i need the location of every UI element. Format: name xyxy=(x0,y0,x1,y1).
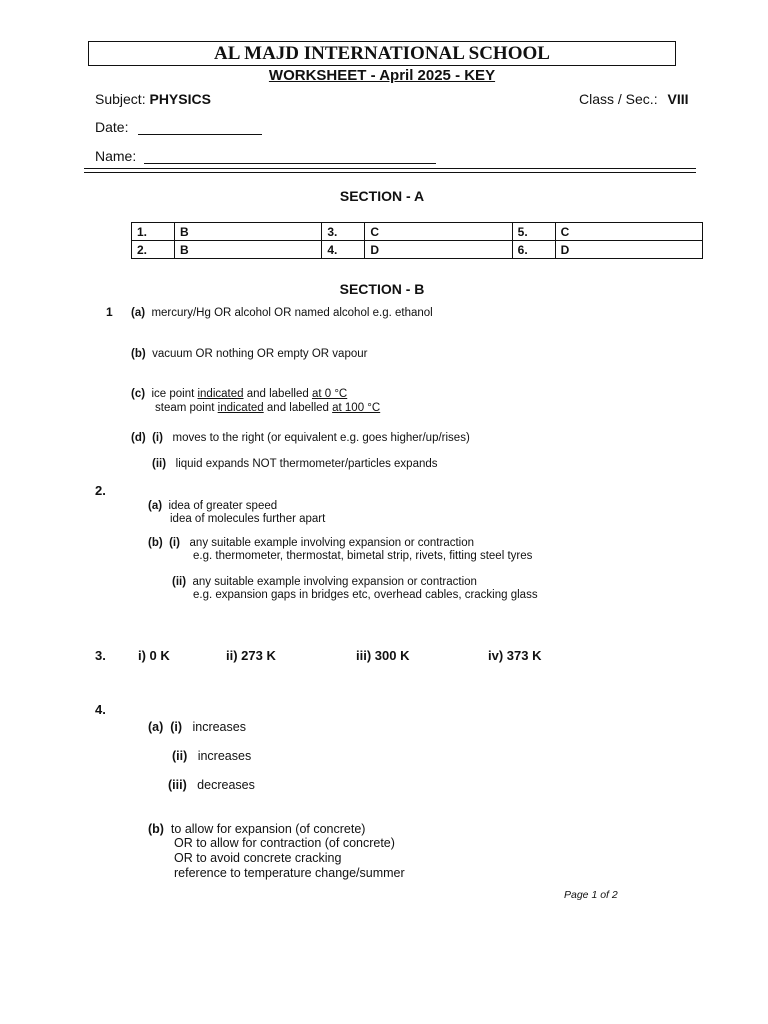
q4b-answer-line2: OR to allow for contraction (of concrete) xyxy=(174,836,395,850)
answer-text: decreases xyxy=(197,778,255,792)
question-number: 3. xyxy=(322,223,365,241)
subpart-label: (i) xyxy=(152,432,163,444)
school-name: AL MAJD INTERNATIONAL SCHOOL xyxy=(88,41,676,66)
name-label: Name: xyxy=(95,148,137,164)
answer-text-underlined: at 100 °C xyxy=(332,402,381,414)
subpart-label: (ii) xyxy=(172,749,188,763)
question-number: 1. xyxy=(132,223,175,241)
q2b-ii-answer xyxy=(172,575,477,589)
answer-text: any suitable example involving expansion or contraction xyxy=(192,576,477,588)
q3-answer-iv: iv) 373 K xyxy=(488,648,542,663)
question-number: 6. xyxy=(512,241,555,259)
subpart-label: (iii) xyxy=(168,778,187,792)
q4b-answer-line4: reference to temperature change/summer xyxy=(174,866,405,880)
header-rule-bottom xyxy=(84,172,696,173)
subpart-label: (i) xyxy=(170,720,183,734)
class-value: VIII xyxy=(667,91,689,107)
part-label: (d) xyxy=(131,432,146,444)
subject-line xyxy=(95,91,211,107)
subpart-label: (ii) xyxy=(172,576,187,588)
date-label: Date: xyxy=(95,119,129,135)
q1d-i-answer xyxy=(131,431,470,445)
q3-answer-iii: iii) 300 K xyxy=(356,648,410,663)
name-line xyxy=(95,148,436,164)
class-line xyxy=(579,91,689,107)
part-label: (a) xyxy=(131,307,146,319)
header-rule-top xyxy=(84,168,696,169)
name-blank xyxy=(144,149,436,164)
answer-cell: C xyxy=(555,223,702,241)
part-label: (b) xyxy=(131,348,146,360)
question-number: 4. xyxy=(322,241,365,259)
subject-label: Subject: xyxy=(95,91,146,107)
subpart-label: (i) xyxy=(169,537,180,549)
answer-text: and labelled xyxy=(263,402,333,414)
q2a-answer xyxy=(148,499,277,513)
answer-cell: B xyxy=(175,241,322,259)
q4b-answer xyxy=(148,822,365,837)
q2-number: 2. xyxy=(95,483,106,498)
question-number: 2. xyxy=(132,241,175,259)
q4a-ii-answer xyxy=(172,749,251,764)
answer-text: vacuum OR nothing OR empty OR vapour xyxy=(152,348,368,360)
q1a-answer xyxy=(131,306,433,320)
subject-value: PHYSICS xyxy=(149,91,211,107)
part-label: (c) xyxy=(131,388,146,400)
q1c-answer-line2 xyxy=(155,401,380,415)
q4a-iii-answer xyxy=(168,778,255,793)
answer-text: liquid expands NOT thermometer/particles expands xyxy=(175,458,438,470)
q4b-answer-line3: OR to avoid concrete cracking xyxy=(174,851,342,865)
part-label: (b) xyxy=(148,822,164,836)
q3-answer-ii: ii) 273 K xyxy=(226,648,276,663)
answer-cell: D xyxy=(365,241,512,259)
q1c-answer xyxy=(131,387,347,401)
section-b-title: SECTION - B xyxy=(339,281,425,297)
q4a-i-answer xyxy=(148,720,246,735)
date-blank xyxy=(138,120,262,135)
section-a-answer-table xyxy=(131,222,703,259)
date-line xyxy=(95,119,262,135)
answer-cell: D xyxy=(555,241,702,259)
part-label: (b) xyxy=(148,537,163,549)
answer-cell: B xyxy=(175,223,322,241)
subpart-label: (ii) xyxy=(152,458,167,470)
q2b-i-answer xyxy=(148,536,474,550)
answer-text: increases xyxy=(197,749,252,763)
answer-text: idea of greater speed xyxy=(168,500,278,512)
answer-text: moves to the right (or equivalent e.g. goes higher/up/rises) xyxy=(172,432,470,444)
answer-text: increases xyxy=(192,720,246,734)
worksheet-title: WORKSHEET - April 2025 - KEY xyxy=(268,67,496,84)
answer-text-underlined: indicated xyxy=(217,402,264,414)
question-number: 5. xyxy=(512,223,555,241)
q1b-answer xyxy=(131,347,367,361)
section-a-title: SECTION - A xyxy=(339,188,425,204)
q1-number: 1 xyxy=(106,305,113,319)
answer-text: to allow for expansion (of concrete) xyxy=(170,822,366,836)
page-number: Page 1 of 2 xyxy=(564,889,618,901)
q1d-ii-answer xyxy=(152,457,438,471)
q2a-answer-line2: idea of molecules further apart xyxy=(170,513,326,525)
q3-number: 3. xyxy=(95,648,106,663)
answer-text: steam point xyxy=(155,402,218,414)
answer-text: mercury/Hg OR alcohol OR named alcohol e.g. ethanol xyxy=(151,307,433,319)
q2b-ii-answer-line2: e.g. expansion gaps in bridges etc, overhead cables, cracking glass xyxy=(193,589,538,601)
answer-text: ice point xyxy=(151,388,198,400)
answer-text-underlined: at 0 °C xyxy=(311,388,348,400)
q3-answer-i: i) 0 K xyxy=(138,648,170,663)
part-label: (a) xyxy=(148,720,164,734)
answer-text: and labelled xyxy=(243,388,312,400)
table-row xyxy=(132,223,703,241)
answer-cell: C xyxy=(365,223,512,241)
answer-text: any suitable example involving expansion or contraction xyxy=(189,537,475,549)
part-label: (a) xyxy=(148,500,163,512)
table-row xyxy=(132,241,703,259)
class-label: Class / Sec.: xyxy=(579,91,658,107)
answer-text-underlined: indicated xyxy=(197,388,244,400)
q4-number: 4. xyxy=(95,702,106,717)
q2b-i-answer-line2: e.g. thermometer, thermostat, bimetal strip, rivets, fitting steel tyres xyxy=(193,550,533,562)
